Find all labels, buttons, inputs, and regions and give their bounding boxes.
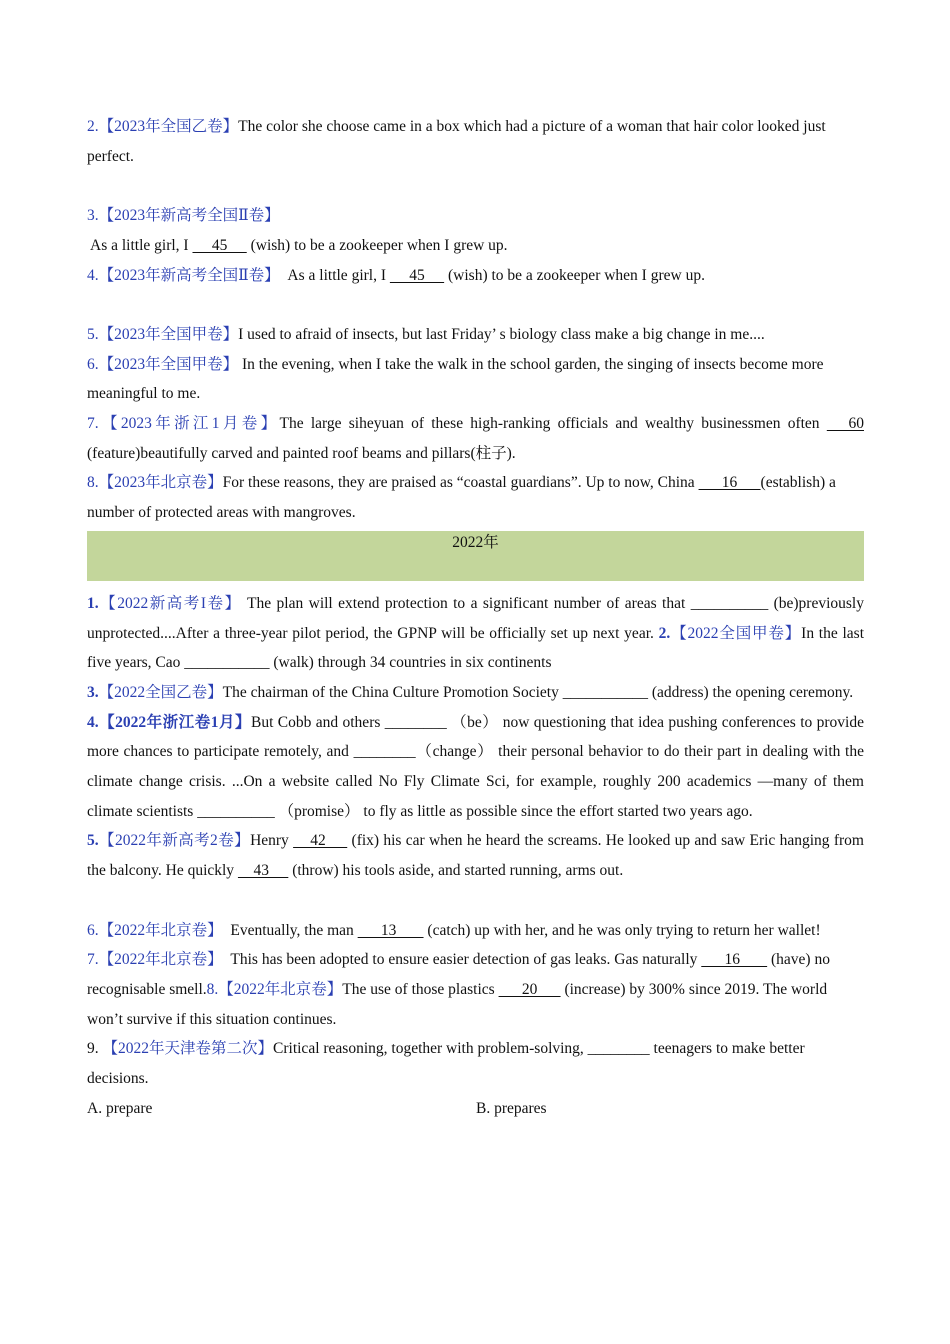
option-a: A. prepare: [87, 1099, 153, 1117]
spacer: [87, 886, 864, 916]
question-text: (fix) his car when he heard the screams. He looked up and saw Eric hanging from the balcony. He quickly: [87, 832, 864, 880]
question-2023-6: [87, 350, 864, 409]
question-number: 6.: [87, 355, 99, 373]
question-2023-3-body: [87, 231, 864, 261]
question-number: 5.: [87, 325, 99, 343]
question-text: The plan will extend protection to a significant number of areas that __________ (be)previously unprotected....After a three-year pilot period, the GPNP will be officially set up next year.: [87, 594, 864, 642]
question-number: 9.: [87, 1040, 99, 1058]
question-2023-5: [87, 320, 864, 350]
question-text: (have) no recognisable smell.: [87, 951, 830, 998]
question-text: The large siheyuan of these high-ranking officials and wealthy businessmen often: [279, 415, 827, 432]
spacer: [87, 171, 864, 201]
answer-blank: 13: [357, 921, 424, 939]
answer-options: [87, 1094, 864, 1124]
question-text: Henry: [250, 832, 294, 850]
question-text: (increase) by 300% since 2019. The world won’t survive if this situation continues.: [87, 980, 828, 1028]
question-2023-3-header: [87, 201, 864, 231]
question-2022-3: [87, 678, 864, 708]
source-tag: 【2022全国甲卷】: [670, 624, 802, 642]
source-tag: 【2022年浙江卷1月】: [98, 713, 251, 731]
question-number: 3.: [87, 683, 99, 701]
question-text: The color she choose came in a box which had a picture of a woman that hair color looked just perfect.: [87, 118, 826, 165]
question-text: (catch) up with her, and he was only trying to return her wallet!: [423, 921, 821, 939]
answer-blank: 42: [293, 832, 348, 850]
question-text: The use of those plastics: [342, 980, 499, 998]
answer-blank: 20: [498, 980, 561, 998]
question-text: (throw) his tools aside, and started running, arms out.: [288, 862, 624, 880]
question-text: Critical reasoning, together with problem-solving, ________ teenagers to make better decisions.: [87, 1040, 805, 1088]
source-tag: 【2022年新高考2卷】: [98, 832, 251, 850]
question-2022-4: [87, 708, 864, 827]
question-number: 3.: [87, 207, 99, 225]
source-tag: 【2023年浙江1月卷】: [98, 415, 280, 432]
source-tag: 【2023年北京卷】: [98, 474, 223, 492]
question-text: For these reasons, they are praised as “coastal guardians”. Up to now, China: [222, 474, 699, 492]
question-number: 2.: [87, 118, 99, 135]
question-2022-7-8: [87, 945, 864, 1034]
question-number: 7.: [87, 951, 99, 969]
question-text: (feature)beautifully carved and painted roof beams and pillars(柱子).: [87, 444, 516, 462]
question-text: Eventually, the man: [222, 921, 358, 939]
year-section-band: [87, 531, 864, 581]
question-number: 1.: [87, 594, 99, 612]
source-tag: 【2022年北京卷】: [98, 921, 223, 939]
question-text: In the last five years, Cao ___________ (walk) through 34 countries in six continents: [87, 624, 865, 672]
question-2023-8: [87, 468, 864, 527]
source-tag: 【2022全国乙卷】: [98, 683, 223, 701]
question-text: As a little girl, I: [87, 236, 193, 254]
answer-blank: 43: [237, 862, 289, 880]
question-number: 4.: [87, 266, 99, 284]
document-body: [87, 112, 864, 1123]
source-tag: 【2022新高考I卷】: [98, 594, 242, 612]
question-text: As a little girl, I: [279, 266, 390, 284]
spacer: [87, 290, 864, 320]
question-text: The chairman of the China Culture Promotion Society ___________ (address) the opening ceremony.: [222, 683, 854, 701]
source-tag: 【2023年全国甲卷】: [98, 325, 239, 343]
answer-blank: 60: [826, 415, 864, 432]
year-section-label: 2022年: [452, 533, 499, 551]
question-2023-7: [87, 409, 864, 468]
question-number: 4.: [87, 713, 99, 731]
question-text: In the evening, when I take the walk in the school garden, the singing of insects become more meaningful to me.: [87, 355, 824, 403]
answer-blank: 16: [698, 474, 761, 492]
question-text: (wish) to be a zookeeper when I grew up.: [246, 236, 508, 254]
source-tag: 【2022年天津卷第二次】: [102, 1040, 274, 1058]
source-tag: 【2023年全国乙卷】: [98, 118, 239, 135]
source-tag: 【2023年全国甲卷】: [98, 355, 239, 373]
question-2023-2: [87, 112, 864, 171]
question-number: 8.: [87, 474, 99, 492]
question-2023-4: [87, 261, 864, 291]
question-number: 6.: [87, 921, 99, 939]
question-text: (establish) a number of protected areas with mangroves.: [87, 474, 836, 522]
question-text: But Cobb and others ________ （be） now questioning that idea pushing conferences to provide more chances to participate remotely, and ________（change） their personal behavior to do their part in dealing with the climate change crisis. ...On a website called No Fly Climate Sci, for example, roughly 200 academics —many of them climate scientists __________ （promise） to fly as little as possible since the effort started two years ago.: [87, 713, 864, 820]
question-number: 8.: [206, 980, 219, 998]
question-text: (wish) to be a zookeeper when I grew up.: [444, 266, 705, 284]
question-number: 7.: [87, 415, 99, 432]
source-tag: 【2023年新高考全国Ⅱ卷】: [98, 266, 280, 284]
option-b: B. prepares: [476, 1099, 547, 1117]
question-text: I used to afraid of insects, but last Friday’ s biology class make a big change in me....: [238, 325, 765, 343]
answer-blank: 45: [389, 266, 445, 284]
answer-blank: 45: [192, 236, 247, 254]
source-tag: 【2022年北京卷】: [98, 951, 223, 969]
question-number: 5.: [87, 832, 99, 850]
question-2022-6: [87, 916, 864, 946]
question-text: This has been adopted to ensure easier detection of gas leaks. Gas naturally: [222, 951, 702, 969]
source-tag: 【2023年新高考全国Ⅱ卷】: [98, 207, 280, 225]
question-2022-5: [87, 826, 864, 885]
question-2022-9: [87, 1034, 864, 1093]
answer-blank: 16: [701, 951, 768, 969]
source-tag: 【2022年北京卷】: [218, 980, 343, 998]
question-number: 2.: [658, 624, 671, 642]
question-2022-1-2: [87, 589, 864, 678]
